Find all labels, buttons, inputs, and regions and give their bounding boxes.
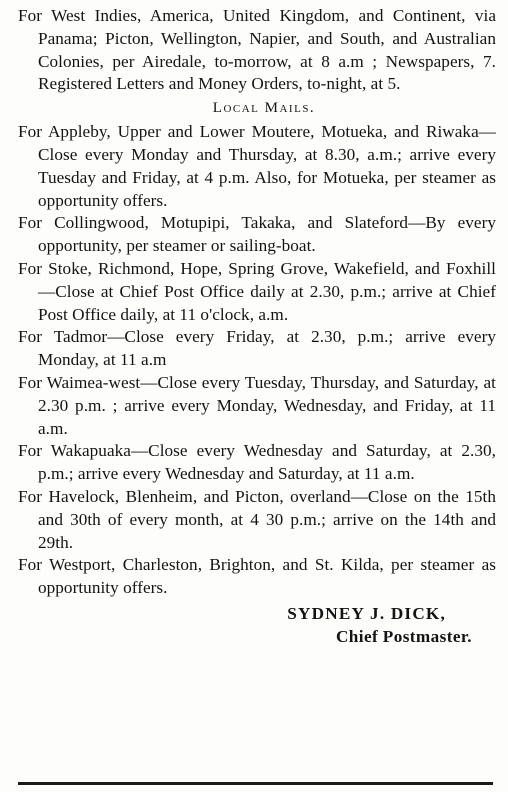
signature-block [18, 603, 496, 649]
signature-name: SYDNEY J. DICK, [287, 603, 446, 623]
overseas-mail-paragraph: For West Indies, America, United Kingdom, and Continent, via Panama; Picton, Wellington, Napier, and South, and Australian Colonies, per Airedale, to-morrow, at 8 a.m ; Newspapers, 7. Registered Letters and Money Orders, to-night, at 5. [18, 6, 496, 94]
local-mail-item-appleby: For Appleby, Upper and Lower Moutere, Motueka, and Riwaka—Close every Monday and Thursday, at 8.30, a.m.; arrive every Tuesday and Friday, at 4 p.m. Also, for Motueka, per steamer as opportunity offers. [18, 122, 496, 210]
local-mail-item-havelock: For Havelock, Blenheim, and Picton, overland—Close on the 15th and 30th of every month, at 4 30 p.m.; arrive on the 14th and 29th. [18, 486, 496, 552]
local-mail-item-stoke: For Stoke, Richmond, Hope, Spring Grove, Wakefield, and Foxhill—Close at Chief Post Office daily at 2.30, p.m.; arrive at Chief Post Office daily, at 11 o'clock, a.m. [18, 258, 496, 324]
signature-title: Chief Postmaster. [336, 626, 472, 646]
bottom-rule [18, 782, 493, 785]
local-mail-item-wakapuaka: For Wakapuaka—Close every Wednesday and Saturday, at 2.30, p.m.; arrive every Wednesday and Saturday, at 11 a.m. [18, 441, 496, 484]
local-mail-item-westport: For Westport, Charleston, Brighton, and St. Kilda, per steamer as opportunity offers. [18, 555, 496, 598]
local-mails-heading: Local Mails. [212, 100, 316, 117]
local-mail-item-collingwood: For Collingwood, Motupipi, Takaka, and Slateford—By every opportunity, per steamer or sailing-boat. [18, 213, 496, 256]
local-mail-item-waimea-west: For Waimea-west—Close every Tuesday, Thursday, and Saturday, at 2.30 p.m. ; arrive every Monday, Wednesday, and Friday, at 11 a.m. [18, 372, 496, 438]
local-mail-item-tadmor: For Tadmor—Close every Friday, at 2.30, p.m.; arrive every Monday, at 11 a.m [18, 327, 496, 370]
